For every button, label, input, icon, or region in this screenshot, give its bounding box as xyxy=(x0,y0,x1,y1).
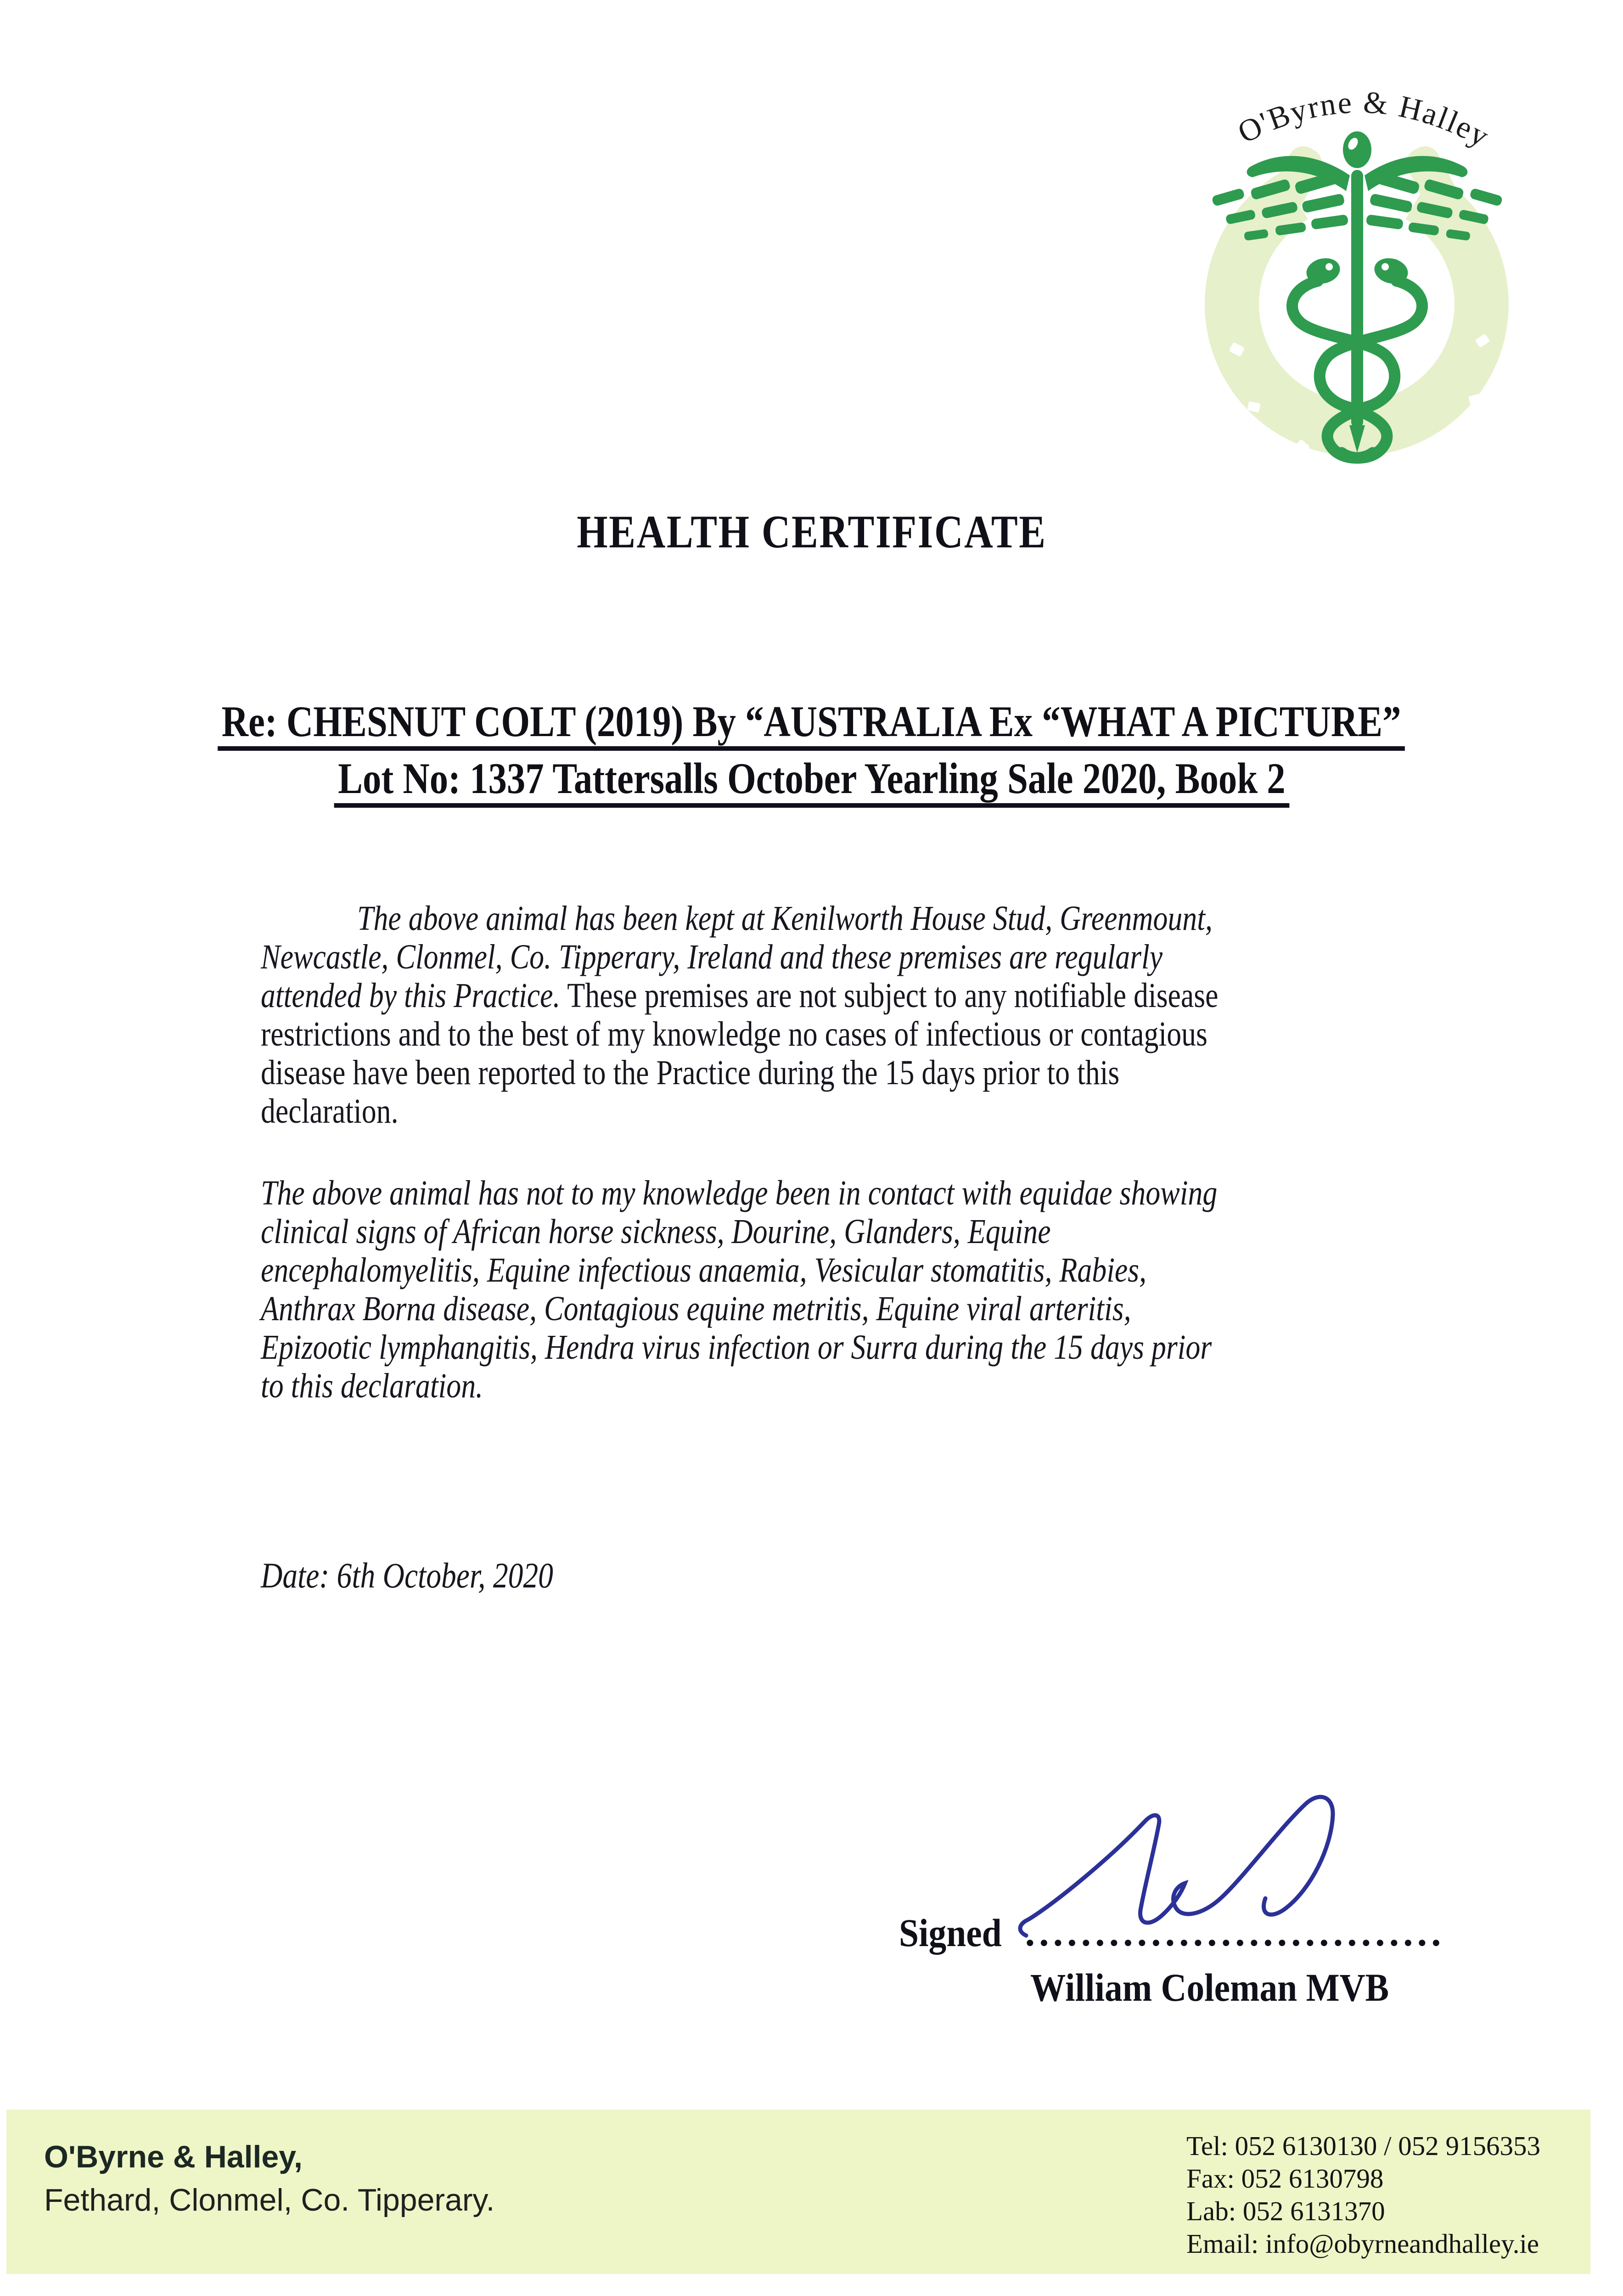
footer-fax: Fax: 052 6130798 xyxy=(1186,2163,1384,2194)
footer-tel: Tel: 052 6130130 / 052 9156353 xyxy=(1186,2131,1541,2161)
footer-email: Email: info@obyrneandhalley.ie xyxy=(1186,2228,1539,2259)
paragraph-line-regular-part: These premises are not subject to any notifiable disease xyxy=(560,976,1219,1015)
logo-practice-name: O'Byrne & Halley xyxy=(1232,84,1496,154)
paragraph-line: Epizootic lymphangitis, Hendra virus infection or Surra during the 15 days prior xyxy=(261,1328,1212,1367)
paragraph-line: clinical signs of African horse sickness, Dourine, Glanders, Equine xyxy=(261,1212,1051,1251)
paragraph-line: declaration. xyxy=(261,1092,399,1131)
subject-line-2: Lot No: 1337 Tattersalls October Yearling Sale 2020, Book 2 xyxy=(334,757,1289,808)
footer-contact-block xyxy=(1186,2130,1540,2260)
paragraph-line: disease have been reported to the Practice during the 15 days prior to this xyxy=(261,1053,1120,1092)
date-line: Date: 6th October, 2020 xyxy=(261,1555,553,1595)
signature-dotted-line: .............................. xyxy=(1025,1910,1445,1954)
footer-practice-block xyxy=(44,2135,494,2222)
paragraph-premises xyxy=(261,899,1218,1131)
practice-logo xyxy=(1180,55,1556,487)
paragraph-line: restrictions and to the best of my knowledge no cases of infectious or contagious xyxy=(261,1015,1207,1053)
paragraph-line xyxy=(261,976,1218,1015)
footer-lab: Lab: 052 6131370 xyxy=(1186,2196,1385,2226)
paragraph-line-italic-part: attended by this Practice. xyxy=(261,976,561,1015)
footer-practice-name: O'Byrne & Halley, xyxy=(44,2139,303,2174)
footer-band xyxy=(6,2110,1590,2274)
signed-label: Signed xyxy=(899,1911,1002,1955)
footer-practice-address: Fethard, Clonmel, Co. Tipperary. xyxy=(44,2183,495,2217)
signed-row xyxy=(899,1909,1445,1956)
paragraph-line: to this declaration. xyxy=(261,1367,483,1405)
paragraph-line: The above animal has been kept at Kenilworth House Stud, Greenmount, xyxy=(357,899,1213,938)
paragraph-line: The above animal has not to my knowledge been in contact with equidae showing xyxy=(261,1174,1218,1212)
subject-line-1: Re: CHESNUT COLT (2019) By “AUSTRALIA Ex “WHAT A PICTURE” xyxy=(218,700,1405,751)
signatory-name: William Coleman MVB xyxy=(1030,1965,1389,2009)
paragraph-line: Anthrax Borna disease, Contagious equine metritis, Equine viral arteritis, xyxy=(261,1289,1131,1328)
paragraph-line: Newcastle, Clonmel, Co. Tipperary, Ireland and these premises are regularly xyxy=(261,938,1163,976)
paragraph-line: encephalomyelitis, Equine infectious anaemia, Vesicular stomatitis, Rabies, xyxy=(261,1251,1147,1289)
paragraph-diseases xyxy=(261,1174,1217,1405)
page-title: HEALTH CERTIFICATE xyxy=(576,506,1047,558)
